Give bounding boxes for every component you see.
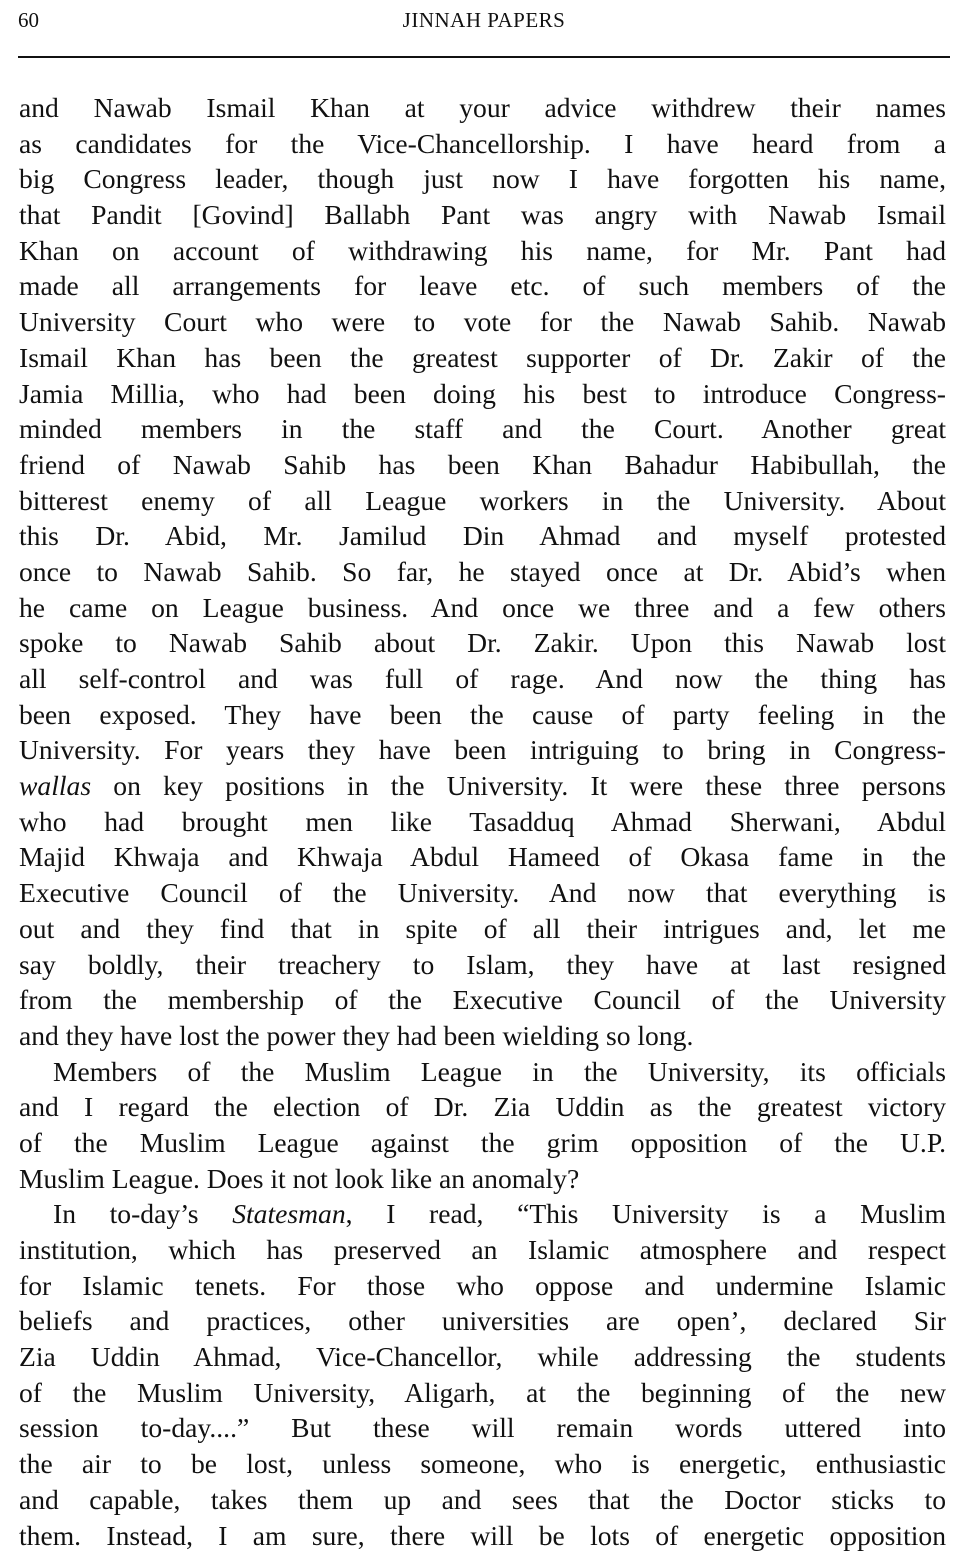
text-line: big Congress leader, though just now I have forgotten his name, [19,163,946,195]
text-line: Jamia Millia, who had been doing his best to introduce Congress- [19,377,946,409]
text-line [19,1196,946,1232]
text-line: of the Muslim University, Aligarh, at the beginning of the new [19,1376,946,1408]
text-line: all self-control and was full of rage. And now the thing has [19,663,946,694]
text-line: Muslim League. Does it not look like an anomaly? [19,1162,580,1194]
italic-term: Statesman [232,1198,346,1230]
header-rule [18,56,950,58]
text-line: Zia Uddin Ahmad, Vice-Chancellor, while addressing the students [19,1341,946,1373]
text-line: beliefs and practices, other universities are open’, declared Sir [19,1305,946,1337]
text-line: Executive Council of the University. And now that everything is [19,877,946,909]
text-line: and Nawab Ismail Khan at your advice withdrew their names [19,92,946,123]
text-line: made all arrangements for leave etc. of such members of the [19,270,946,302]
text-run: , I read, “This University is a Muslim [345,1198,946,1230]
text-line: Majid Khwaja and Khwaja Abdul Hameed of Okasa fame in the [19,841,946,873]
text-line: session to-day....” But these will remain words uttered into [19,1412,946,1444]
text-run: In to-day’s [53,1198,233,1230]
text-run: on key positions in the University. It were these three persons [91,770,946,802]
text-line: friend of Nawab Sahib has been Khan Bahadur Habibullah, the [19,448,946,480]
text-line: this Dr. Abid, Mr. Jamilud Din Ahmad and myself protested [19,520,946,552]
text-line: Ismail Khan has been the greatest supporter of Dr. Zakir of the [19,341,946,373]
text-line: that Pandit [Govind] Ballabh Pant was angry with Nawab Ismail [19,199,946,231]
italic-term: wallas [19,770,92,802]
letter-body [19,90,946,1553]
text-line: spoke to Nawab Sahib about Dr. Zakir. Upon this Nawab lost [19,627,946,659]
text-line: and capable, takes them up and sees that the Doctor sticks to [19,1483,946,1515]
text-line: who had brought men like Tasadduq Ahmad Sherwani, Abdul [19,805,946,837]
text-line: he came on League business. And once we three and a few others [19,591,946,623]
text-line: bitterest enemy of all League workers in the University. About [19,484,946,516]
text-line: minded members in the staff and the Court. Another great [19,413,946,445]
text-line: Members of the Muslim League in the University, its officials [53,1055,946,1087]
text-line: institution, which has preserved an Islamic atmosphere and respect [19,1234,946,1265]
text-line: University. For years they have been intriguing to bring in Congress- [19,734,946,766]
text-line: from the membership of the Executive Council of the University [19,984,946,1016]
book-title: JINNAH PAPERS [402,8,566,32]
text-line: of the Muslim League against the grim opposition of the U.P. [19,1126,946,1158]
text-line: and they have lost the power they had been wielding so long. [19,1019,694,1051]
text-line: the air to be lost, unless someone, who is energetic, enthusiastic [19,1448,946,1480]
text-line: Khan on account of withdrawing his name, for Mr. Pant had [19,234,946,266]
text-line [19,768,946,804]
text-line: out and they find that in spite of all their intrigues and, let me [19,912,946,944]
text-line: for Islamic tenets. For those who oppose and undermine Islamic [19,1269,946,1301]
running-head [18,8,950,38]
text-line: say boldly, their treachery to Islam, they have at last resigned [19,948,946,980]
text-line: as candidates for the Vice-Chancellorship. I have heard from a [19,127,946,159]
text-line: been exposed. They have been the cause of party feeling in the [19,698,946,730]
text-line: them. Instead, I am sure, there will be lots of energetic opposition [19,1519,946,1551]
text-line: once to Nawab Sahib. So far, he stayed once at Dr. Abid’s when [19,555,946,587]
page-number: 60 [18,8,39,32]
text-line: University Court who were to vote for the Nawab Sahib. Nawab [19,306,946,338]
text-line: and I regard the election of Dr. Zia Uddin as the greatest victory [19,1091,946,1123]
